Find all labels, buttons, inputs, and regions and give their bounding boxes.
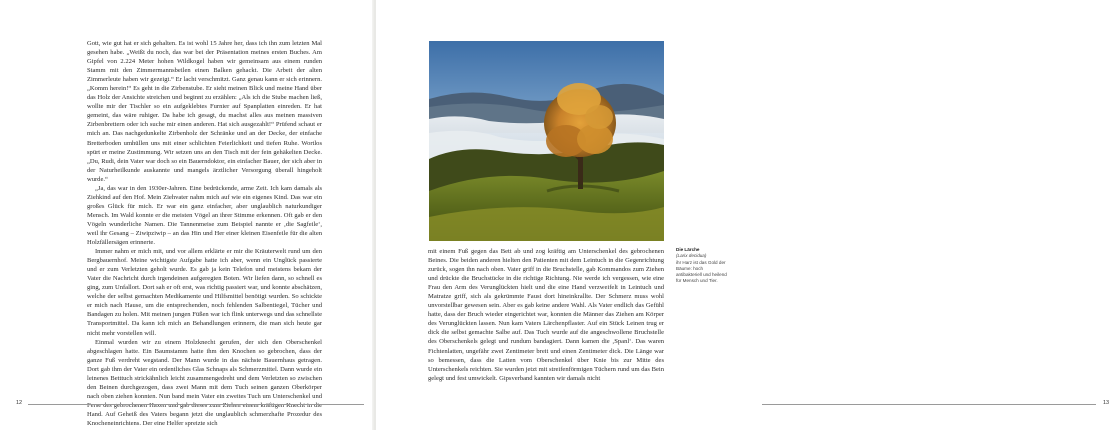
left-footer-rule [28,404,364,405]
caption-latin-name: (Larix decidua) [676,253,707,259]
caption-text: ihr Harz ist das Gold der Bäume: hoch antibakteriell und heilend für Mensch und Tier. [676,259,727,284]
left-paragraph-1: Gott, wie gut hat er sich gehalten. Es ist wohl 15 Jahre her, dass ich ihn zum letzten Mal gesehen habe. „Weißt du noch, das war bei der Präsentation meines ersten Buches. Am Gipfel von 2.224 Meter hohen Wildkogel haben wir gemeinsam aus einem runden Stamm mit den Zimmermannsbeilen einen Balken gehackt. Die Arbeit der alten Zimmerleute haben wir gezeigt.“ Er lacht verschmitzt. Ganz genau kann er sich erinnern. „Komm herein!“ Es geht in die Zirbenstube. Er sieht meinen Blick und meine Hand über das Holz der Ansichte streichen und beginnt zu erzählen: „Als ich die Stube machen ließ, wollte mir der Tischler so ein aufgeklebtes Furnier auf Spanplatten einreden. Er hat gemeint, das wäre ruhiger. Da habe ich gesagt, du machst alles aus meinen massiven Zirbenbrettern oder ich suche mir einen anderen. Hat sich ausgezahlt!“ Prüfend schaut er mich an. Das nachgedunkelte Zirbenholz der Schränke und an der Decke, der einfache Bretterboden umhüllen uns mit einer schlichten Feierlichkeit und tiefen Ruhe. Wortlos spürt er meine Zustimmung. Wir setzen uns an den Tisch mit der fein gehäkelten Decke. „Du, Rudi, dein Vater war doch so ein Bauerndoktor, ein einfacher Bauer, der sich aber in der Naturheilkunde auskannte und mangels ärztlicher Versorgung überall hingeholt wurde.“ [87,40,322,183]
left-paragraph-3: Immer nahm er mich mit, und vor allem erklärte er mir die Kräuterwelt rund um den Bergbauernhof. Meine wichtigste Aufgabe hatte ich aber, wenn ein Unglück passierte und er zum Verletzten geholt wurde. Es gab ja kein Telefon und meistens bekam der Vater die Nachricht durch irgendeinen aufgeregten Boten. Wir liefen dann, so schnell es ging, zum Unfallort. Dort sah er oft erst, was richtig passiert war, und konnte abschätzen, welche der selbst gemachten Medikamente und Hilfsmittel benötigt wurden. So schickte er mich nach Hause, um die entsprechenden, noch fehlenden Salbentiegel, Tücher und Bandagen zu holen. Mit meinen jungen Füßen war ich flink unterwegs und das schnellste Transportmittel. Da kann ich mich an Behandlungen erinnern, die man sich heute gar nicht mehr vorstellen will. [87,248,322,337]
left-page-number: 12 [16,400,23,406]
right-footer-rule [762,404,1096,405]
autumn-larch-photo [429,41,664,241]
caption-title: Die Lärche [676,247,700,252]
left-page [0,0,374,430]
left-paragraph-2: „Ja, das war in den 1930er-Jahren. Eine bedrückende, arme Zeit. Ich kam damals als Ziehkind auf den Hof. Mein Ziehvater nahm mich auf wie ein eigenes Kind. Das war ein großes Glück für mich. Er war ein ganz einfacher, aber unglaublich naturkundiger Mensch. Im Wald konnte er die meisten Vögel an ihrer Stimme erkennen. Oft gab er den Vögeln wunderliche Namen. Die Tannenmeise zum Beispiel nannte er ‚die Sagfeile‘, weil ihr Gesang – Ziwipziwip – an das Hin und Her einer kleinen Eisenfeile für die alten Holzfällersägen erinnerte. [87,184,322,247]
left-paragraph-4: Einmal wurden wir zu einem Holzknecht gerufen, der sich den Oberschenkel abgeschlagen hatte. Ein Baumstamm hatte ihm den Knochen so gebrochen, dass der ganze Fuß verdreht wegstand. Der Mann wurde in das nächste Bauernhaus getragen. Dort gab ihm der Vater ein ordentliches Glas Schnaps als Schmerzmittel. Dann wurde ein leinenes Betttuch strickähnlich leicht zusammengedreht und dem Verletzten so zwischen den Beinen durchgezogen, dass zwei Mann mit dem Tuch seinen ganzen Oberkörper nach oben ziehen konnten. Nun band mein Vater ein zweites Tuch um Unterschenkel und Ferse des gebrochenen Haxen und gab dieses zum Ziehen einem kräftigen Knecht in die Hand. Auf Geheiß des Vaters begann jetzt die unglaublich schmerzhafte Prozedur des Knocheneinrichtens. Der eine Helfer spreizte sich [87,338,322,427]
photo-caption [676,247,728,285]
left-text-column [87,39,322,427]
right-page-number: 13 [1103,400,1110,406]
right-paragraph-1: mit einem Fuß gegen das Bett ab und zog kräftig am Unterschenkel des gebrochenen Beines. Die beiden anderen hielten den Patienten mit dem Leintuch in die Gegenrichtung zurück, sogen ihn nach oben. Vater griff in die Bruchstelle, gab Kommandos zum Ziehen und drückte die Bruchstücke in die richtige Richtung. Nie werde ich vergessen, wie eine Frau den Arm des Verunglückten hielt und die eine Hand verzweifelt in Leintuch und Matratze griff, sich als gekrümmte Faust dort hineinkrallte. Der Schmerz muss wohl unvorstellbar gewesen sein. Aber es gab keine andere Wahl. Als Vater endlich das Gefühl hatte, dass der Bruch wieder eingerichtet war, konnten die Männer das Ziehen am Körper des Verunglückten lassen. Nun kam Vaters Lärchenpflaster. Auf ein Stück Leinen trug er dick die selbst gemachte Salbe auf. Das Tuch wurde auf die angeschwollene Bruchstelle des Oberschenkels gelegt und rundum bandagiert. Dann kamen die ‚Spanl‘. Das waren Fichtenlatten, ungefähr zwei Zentimeter breit und einen Zentimeter dick. Die Länge war so bemessen, dass die Latten vom Oberschenkel über Knie bis zur Mitte des Unterschenkels reichten. Sie wurden jetzt mit streifenförmigen Tüchern rund um das Bein gelegt und fest umwickelt. Gipsverband kannten wir damals nicht [428,248,664,382]
right-text-column [428,247,664,391]
